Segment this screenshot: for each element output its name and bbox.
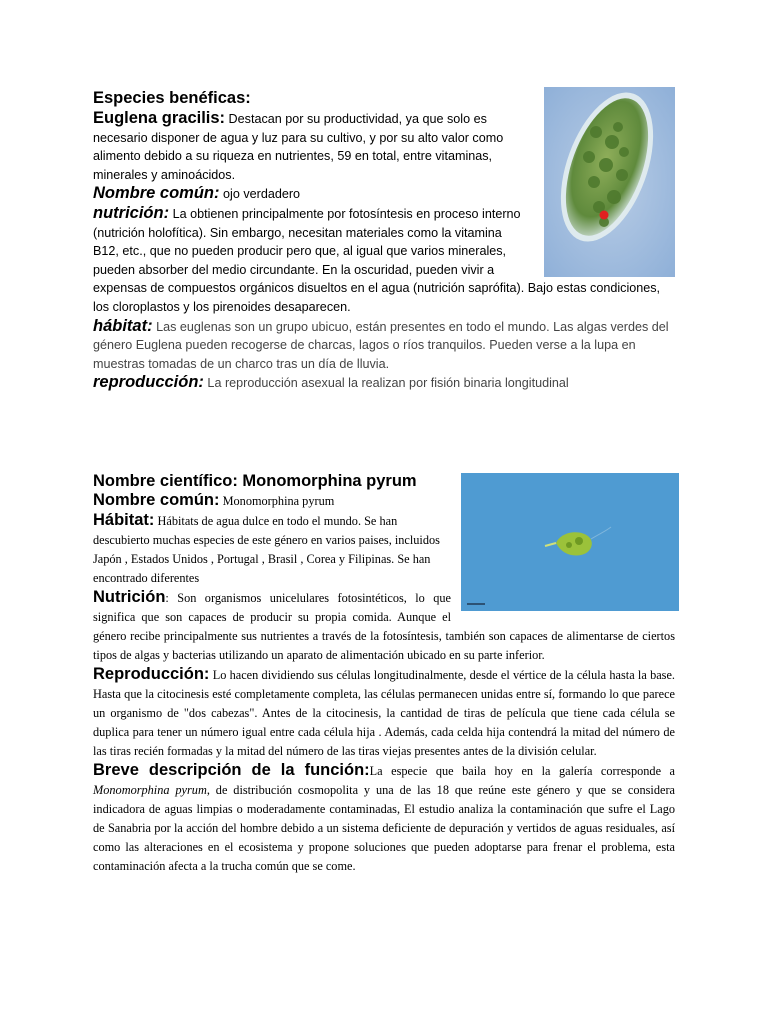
- paragraph-common-name: Nombre común: ojo verdadero: [93, 184, 301, 203]
- section-euglena: [93, 88, 673, 393]
- paragraph-habitat-2: Hábitat: Hábitats de agua dulce en todo el mundo. Se han descubierto muchas especies de este género en varios paises, incluidos Japón , Estados Unidos , Portugal , Brasil , Corea y Filipinas. Se han encontrado diferentes: [93, 511, 440, 585]
- heading-beneficial-species: Especies benéficas:: [93, 89, 251, 107]
- paragraph-common-name-2: Nombre común: Monomorphina pyrum: [93, 491, 335, 509]
- euglena-micrograph: [544, 87, 675, 277]
- paragraph-reproduction-2: Reproducción: Lo hacen dividiendo sus células longitudinalmente, desde el vértice de la célula hasta la base. Hasta que la citocinesis esté completamente completa, las células permanecen unidas entre sí, formando lo que parece un organismo de "dos cabezas". Antes de la citocinesis, la cantidad de tiras de película que tiene cada célula se duplica para tener un número igual entre cada célula hija . Además, cada celda hija contendrá la mitad del número de las tiras recién formadas y la mitad del número de las tiras viejas presentes antes de la división celular.: [93, 665, 675, 758]
- paragraph-reproduction: reproducción: La reproducción asexual la realizan por fisión binaria longitudinal: [93, 373, 569, 392]
- paragraph-euglena-gracilis: Euglena gracilis: Destacan por su productividad, ya que solo es necesario disponer de agua y luz para su cultivo, y por su alto valor como alimento debido a su riqueza en nutrientes, 59 en total, entre vitaminas, minerales y aminoácidos.: [93, 109, 504, 182]
- scientific-name: Nombre científico: Monomorphina pyrum: [93, 472, 417, 490]
- label-nutrition: nutrición:: [93, 203, 170, 222]
- label-habitat: hábitat:: [93, 316, 153, 335]
- label-common-name: Nombre común:: [93, 184, 220, 203]
- paragraph-nutrition: nutrición: La obtienen principalmente por fotosíntesis en proceso interno (nutrición holofítica). Sin embargo, necesitan materiales como la vitamina B12, etc., que no pueden producir pero que, al igual que varios minerales, pueden absorber del medio circundante. En la oscuridad, pueden vivir a expensas de compuestos orgánicos disueltos en el agua (nutrición saprófita). Bajo estas condiciones, los cloroplastos y los pirenoides desaparecen.: [93, 203, 661, 314]
- label-reproduction: reproducción:: [93, 373, 204, 392]
- label-nutrition-2: Nutrición: [93, 588, 166, 606]
- paragraph-habitat: hábitat: Las euglenas son un grupo ubicuo, están presentes en todo el mundo. Las algas verdes del género Euglena pueden recogerse de charcas, lagos o ríos tranquilos. Pueden verse a la lupa en muestras tomadas de un charco tras un día de lluvia.: [93, 316, 669, 371]
- label-reproduction-2: Reproducción:: [93, 665, 210, 683]
- monomorphina-micrograph: [461, 473, 679, 611]
- species-name-italic: Monomorphina pyrum: [93, 783, 207, 797]
- label-euglena-gracilis: Euglena gracilis:: [93, 109, 226, 127]
- label-habitat-2: Hábitat:: [93, 511, 155, 529]
- paragraph-function-description: Breve descripción de la función:La especie que baila hoy en la galería corresponde a Monomorphina pyrum, de distribución cosmopolita y una de las 18 que reúne este género y que se considera indicadora de aguas limpias o moderadamente contaminadas, El estudio analiza la contaminación que sufre el Lago de Sanabria por la acción del hombre debido a un sistema deficiente de depuración y vertidos de aguas residuales, así como las alteraciones en el ecosistema y propone soluciones que pueden adoptarse para frenar el problema, esta contaminación afecta a la trucha común que se come.: [93, 761, 675, 873]
- label-function-description: Breve descripción de la función:: [93, 761, 370, 779]
- label-common-name-2: Nombre común:: [93, 491, 220, 509]
- section-monomorphina: [93, 471, 675, 876]
- paragraph-nutrition-2: Nutrición: Son organismos unicelulares fotosintéticos, lo que significa que son capaces de producir su propia comida. Aunque el género recibe principalmente sus nutrientes a través de la fotosíntesis, también son capaces de alimentarse de ciertos tipos de algas y bacterias utilizando un aparato de alimentación ubicado en su parte inferior.: [93, 588, 675, 662]
